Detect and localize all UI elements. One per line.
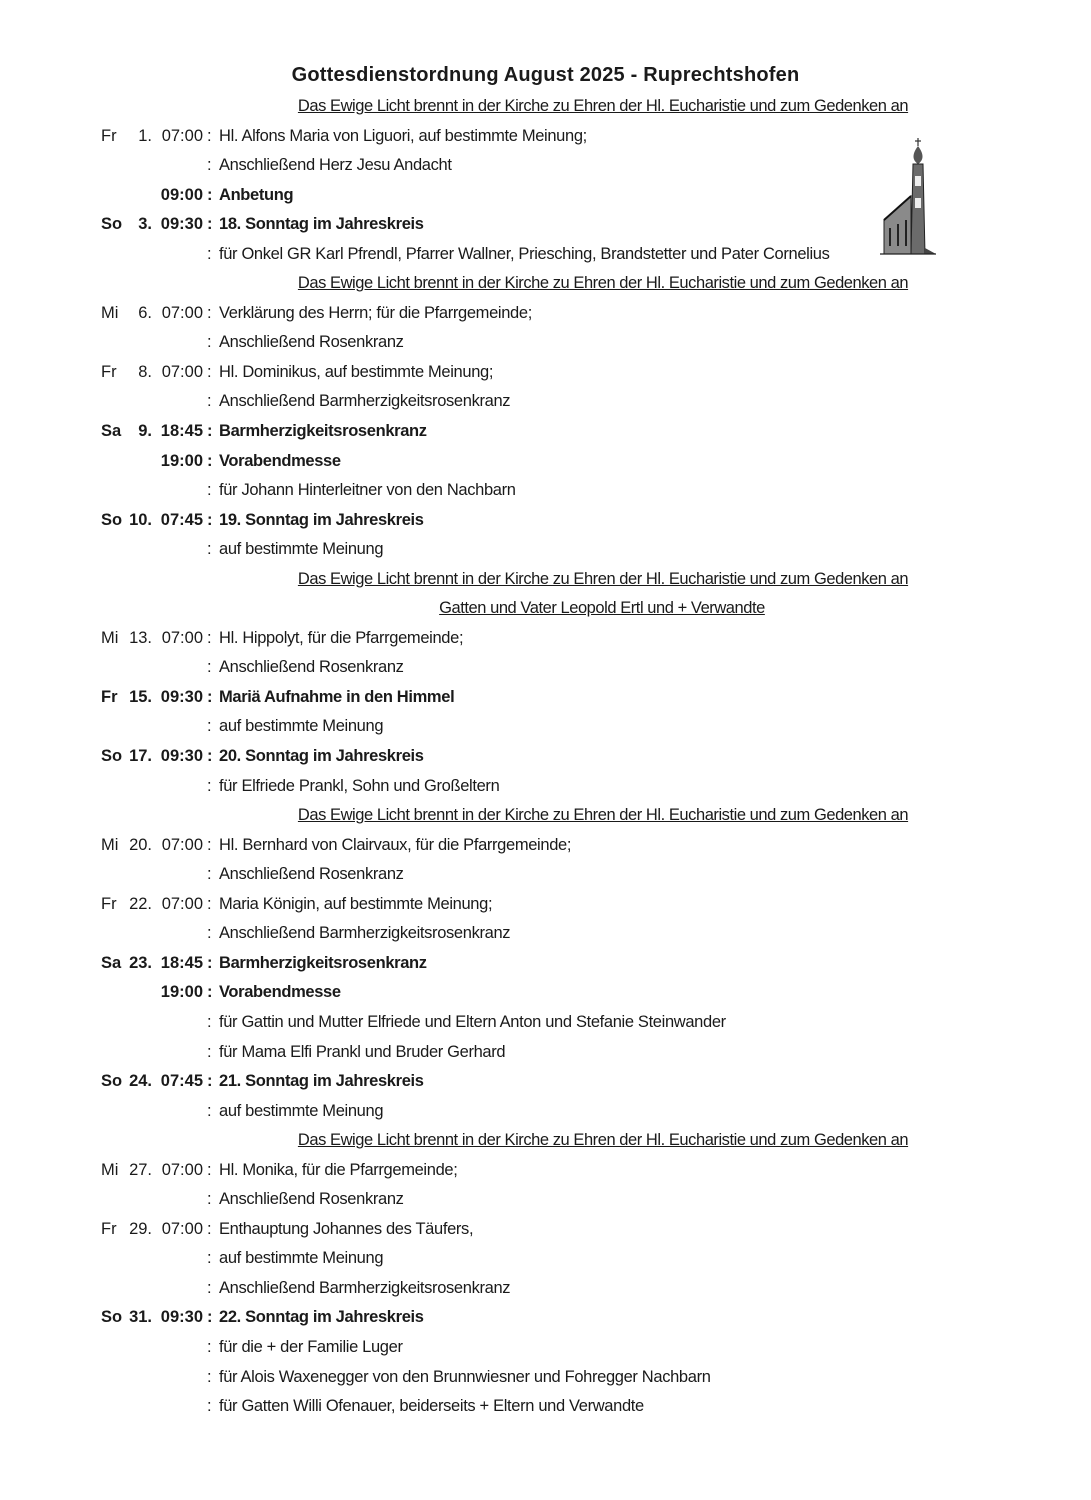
separator-colon: : — [207, 1397, 212, 1416]
separator-colon: : — [207, 1012, 212, 1031]
separator-colon: : — [207, 1219, 212, 1238]
entry-text: für Mama Elfi Prankl und Bruder Gerhard — [219, 1042, 506, 1061]
separator-colon: : — [207, 1337, 212, 1356]
entry-date: 20. — [129, 835, 152, 854]
entry-time: 07:45 — [160, 1072, 203, 1091]
notice-text: Das Ewige Licht brennt in der Kirche zu Ehren der Hl. Eucharistie und zum Gedenken an — [297, 806, 909, 825]
schedule-row — [0, 1244, 1091, 1274]
entry-date: 24. — [129, 1072, 152, 1091]
separator-colon: : — [207, 747, 213, 766]
separator-colon: : — [207, 894, 212, 913]
entry-time: 18:45 — [160, 422, 203, 441]
entry-time: 07:00 — [161, 835, 203, 854]
entry-text: Barmherzigkeitsrosenkranz — [219, 422, 427, 441]
page-title: Gottesdienstordnung August 2025 - Ruprechtshofen — [291, 64, 800, 86]
schedule-row — [0, 1156, 1091, 1186]
separator-colon: : — [207, 362, 212, 381]
schedule-row — [0, 712, 1091, 742]
schedule-row — [0, 1185, 1091, 1215]
schedule-row — [0, 328, 1091, 358]
schedule-row — [0, 1067, 1091, 1097]
entry-text: 21. Sonntag im Jahreskreis — [219, 1072, 424, 1091]
schedule-row — [0, 624, 1091, 654]
entry-text: Hl. Bernhard von Clairvaux, für die Pfarrgemeinde; — [219, 835, 572, 854]
separator-colon: : — [207, 658, 212, 677]
schedule-row — [0, 1008, 1091, 1038]
schedule-row — [0, 476, 1091, 506]
separator-colon: : — [207, 510, 213, 529]
entry-day: Fr — [101, 362, 117, 381]
schedule-row — [0, 299, 1091, 329]
entry-day: Mi — [101, 303, 119, 322]
entry-text: 20. Sonntag im Jahreskreis — [219, 747, 424, 766]
notice-text: Das Ewige Licht brennt in der Kirche zu Ehren der Hl. Eucharistie und zum Gedenken an — [297, 97, 909, 115]
entry-time: 07:00 — [161, 303, 203, 322]
separator-colon: : — [207, 1249, 212, 1268]
schedule-row — [0, 417, 1091, 447]
entry-text: Anbetung — [219, 185, 294, 204]
entry-text: Maria Königin, auf bestimmte Meinung; — [219, 894, 493, 913]
entry-date: 15. — [129, 687, 152, 706]
notice-text: Das Ewige Licht brennt in der Kirche zu Ehren der Hl. Eucharistie und zum Gedenken an — [297, 274, 909, 293]
separator-colon: : — [207, 1278, 212, 1297]
separator-colon: : — [207, 333, 212, 352]
church-illustration — [878, 136, 938, 266]
entry-date: 8. — [138, 362, 152, 381]
entry-day: So — [101, 747, 123, 766]
schedule-row — [0, 1097, 1091, 1127]
separator-colon: : — [207, 687, 213, 706]
entry-date: 17. — [129, 747, 152, 766]
entry-text: 19. Sonntag im Jahreskreis — [219, 510, 424, 529]
separator-colon: : — [207, 185, 213, 204]
separator-colon: : — [207, 422, 213, 441]
eternal-light-notice — [0, 801, 1091, 831]
entry-date: 13. — [129, 628, 152, 647]
schedule-row — [0, 683, 1091, 713]
entry-text: Verklärung des Herrn; für die Pfarrgemeinde; — [219, 303, 532, 322]
entry-date: 23. — [129, 953, 152, 972]
entry-text: Anschließend Barmherzigkeitsrosenkranz — [219, 392, 511, 411]
eternal-light-notice-continuation — [0, 594, 1091, 624]
entry-date: 10. — [129, 510, 152, 529]
entry-date: 9. — [138, 422, 152, 441]
separator-colon: : — [207, 1367, 212, 1386]
entry-day: So — [101, 1072, 123, 1091]
separator-colon: : — [207, 1072, 213, 1091]
entry-text: Hl. Monika, für die Pfarrgemeinde; — [219, 1160, 458, 1179]
entry-text: auf bestimmte Meinung — [219, 1101, 384, 1120]
entry-text: auf bestimmte Meinung — [219, 1249, 384, 1268]
entry-time: 07:00 — [161, 362, 203, 381]
schedule-row — [0, 1038, 1091, 1068]
entry-text: Enthauptung Johannes des Täufers, — [219, 1219, 474, 1238]
entry-day: Sa — [101, 953, 122, 972]
schedule-row — [0, 831, 1091, 861]
separator-colon: : — [207, 156, 212, 175]
entry-time: 19:00 — [160, 983, 203, 1002]
separator-colon: : — [207, 1042, 212, 1061]
entry-text: Anschließend Barmherzigkeitsrosenkranz — [219, 1278, 511, 1297]
entry-date: 27. — [129, 1160, 152, 1179]
eternal-light-notice — [0, 1126, 1091, 1156]
separator-colon: : — [207, 835, 212, 854]
schedule-row — [0, 890, 1091, 920]
entry-day: Fr — [101, 126, 117, 145]
separator-colon: : — [207, 1308, 213, 1327]
schedule-row — [0, 772, 1091, 802]
separator-colon: : — [207, 628, 212, 647]
entry-text: auf bestimmte Meinung — [219, 717, 384, 736]
entry-day: Fr — [101, 1219, 117, 1238]
entry-text: Anschließend Herz Jesu Andacht — [219, 156, 452, 175]
schedule-row — [0, 949, 1091, 979]
schedule-row — [0, 358, 1091, 388]
entry-text: Hl. Dominikus, auf bestimmte Meinung; — [219, 362, 494, 381]
entry-date: 1. — [138, 126, 152, 145]
entry-text: Barmherzigkeitsrosenkranz — [219, 953, 427, 972]
entry-time: 09:30 — [160, 215, 203, 234]
entry-text: für Johann Hinterleitner von den Nachbarn — [219, 481, 516, 500]
separator-colon: : — [207, 953, 213, 972]
entry-time: 07:00 — [161, 126, 203, 145]
entry-text: auf bestimmte Meinung — [219, 540, 384, 559]
separator-colon: : — [207, 717, 212, 736]
entry-day: Fr — [101, 687, 118, 706]
entry-text: Anschließend Barmherzigkeitsrosenkranz — [219, 924, 511, 943]
schedule-row — [0, 1303, 1091, 1333]
notice-continuation-text: Gatten und Vater Leopold Ertl und + Verwandte — [439, 599, 765, 618]
separator-colon: : — [207, 451, 213, 470]
entry-text: Anschließend Rosenkranz — [219, 865, 404, 884]
separator-colon: : — [207, 392, 212, 411]
eternal-light-notice — [0, 269, 1091, 299]
entry-text: für die + der Familie Luger — [219, 1337, 403, 1356]
schedule-row — [0, 447, 1091, 477]
entry-day: Mi — [101, 628, 119, 647]
schedule-row — [0, 535, 1091, 565]
entry-date: 6. — [138, 303, 152, 322]
entry-time: 07:00 — [161, 894, 203, 913]
separator-colon: : — [207, 1160, 212, 1179]
entry-day: So — [101, 510, 123, 529]
separator-colon: : — [207, 1190, 212, 1209]
entry-text: Anschließend Rosenkranz — [219, 333, 404, 352]
entry-day: So — [101, 215, 123, 234]
separator-colon: : — [207, 1101, 212, 1120]
separator-colon: : — [207, 540, 212, 559]
entry-text: 22. Sonntag im Jahreskreis — [219, 1308, 424, 1327]
entry-time: 18:45 — [160, 953, 203, 972]
schedule-row — [0, 742, 1091, 772]
entry-text: Vorabendmesse — [219, 451, 341, 470]
entry-time: 19:00 — [160, 451, 203, 470]
schedule-row — [0, 860, 1091, 890]
separator-colon: : — [207, 924, 212, 943]
entry-date: 29. — [129, 1219, 152, 1238]
mass-schedule — [0, 92, 1091, 1422]
schedule-row — [0, 1392, 1091, 1422]
entry-day: Sa — [101, 422, 122, 441]
entry-text: Anschließend Rosenkranz — [219, 1190, 404, 1209]
schedule-row — [0, 978, 1091, 1008]
separator-colon: : — [207, 983, 213, 1002]
entry-text: für Elfriede Prankl, Sohn und Großeltern — [219, 776, 500, 795]
entry-time: 07:00 — [161, 1219, 203, 1238]
entry-date: 22. — [129, 894, 152, 913]
entry-text: für Alois Waxenegger von den Brunnwiesner und Fohregger Nachbarn — [219, 1367, 711, 1386]
eternal-light-notice — [0, 565, 1091, 595]
entry-text: Hl. Alfons Maria von Liguori, auf bestimmte Meinung; — [219, 126, 587, 145]
eternal-light-notice — [0, 92, 1091, 122]
entry-date: 31. — [129, 1308, 152, 1327]
entry-text: für Onkel GR Karl Pfrendl, Pfarrer Wallner, Priesching, Brandstetter und Pater Cornelius — [219, 244, 830, 263]
schedule-row — [0, 653, 1091, 683]
notice-text: Das Ewige Licht brennt in der Kirche zu Ehren der Hl. Eucharistie und zum Gedenken an — [297, 569, 909, 588]
separator-colon: : — [207, 126, 212, 145]
entry-time: 09:30 — [160, 747, 203, 766]
separator-colon: : — [207, 865, 212, 884]
entry-time: 07:45 — [160, 510, 203, 529]
entry-time: 09:30 — [160, 687, 203, 706]
separator-colon: : — [207, 303, 212, 322]
separator-colon: : — [207, 215, 213, 234]
schedule-row — [0, 1363, 1091, 1393]
entry-day: Fr — [101, 894, 117, 913]
entry-day: Mi — [101, 1160, 119, 1179]
entry-text: Hl. Hippolyt, für die Pfarrgemeinde; — [219, 628, 464, 647]
notice-text: Das Ewige Licht brennt in der Kirche zu Ehren der Hl. Eucharistie und zum Gedenken an — [297, 1131, 909, 1150]
entry-day: So — [101, 1308, 123, 1327]
entry-text: Vorabendmesse — [219, 983, 341, 1002]
schedule-row — [0, 1274, 1091, 1304]
schedule-row — [0, 1333, 1091, 1363]
entry-text: Mariä Aufnahme in den Himmel — [219, 687, 455, 706]
entry-time: 09:30 — [160, 1308, 203, 1327]
separator-colon: : — [207, 481, 212, 500]
schedule-row — [0, 506, 1091, 536]
separator-colon: : — [207, 776, 212, 795]
entry-time: 09:00 — [160, 185, 203, 204]
entry-time: 07:00 — [161, 1160, 203, 1179]
entry-text: Anschließend Rosenkranz — [219, 658, 404, 677]
entry-text: 18. Sonntag im Jahreskreis — [219, 215, 424, 234]
entry-time: 07:00 — [161, 628, 203, 647]
schedule-row — [0, 387, 1091, 417]
schedule-row — [0, 919, 1091, 949]
entry-text: für Gattin und Mutter Elfriede und Eltern Anton und Stefanie Steinwander — [219, 1012, 726, 1031]
schedule-row — [0, 1215, 1091, 1245]
entry-text: für Gatten Willi Ofenauer, beiderseits + Eltern und Verwandte — [219, 1397, 644, 1416]
entry-date: 3. — [138, 215, 152, 234]
entry-day: Mi — [101, 835, 119, 854]
separator-colon: : — [207, 244, 212, 263]
